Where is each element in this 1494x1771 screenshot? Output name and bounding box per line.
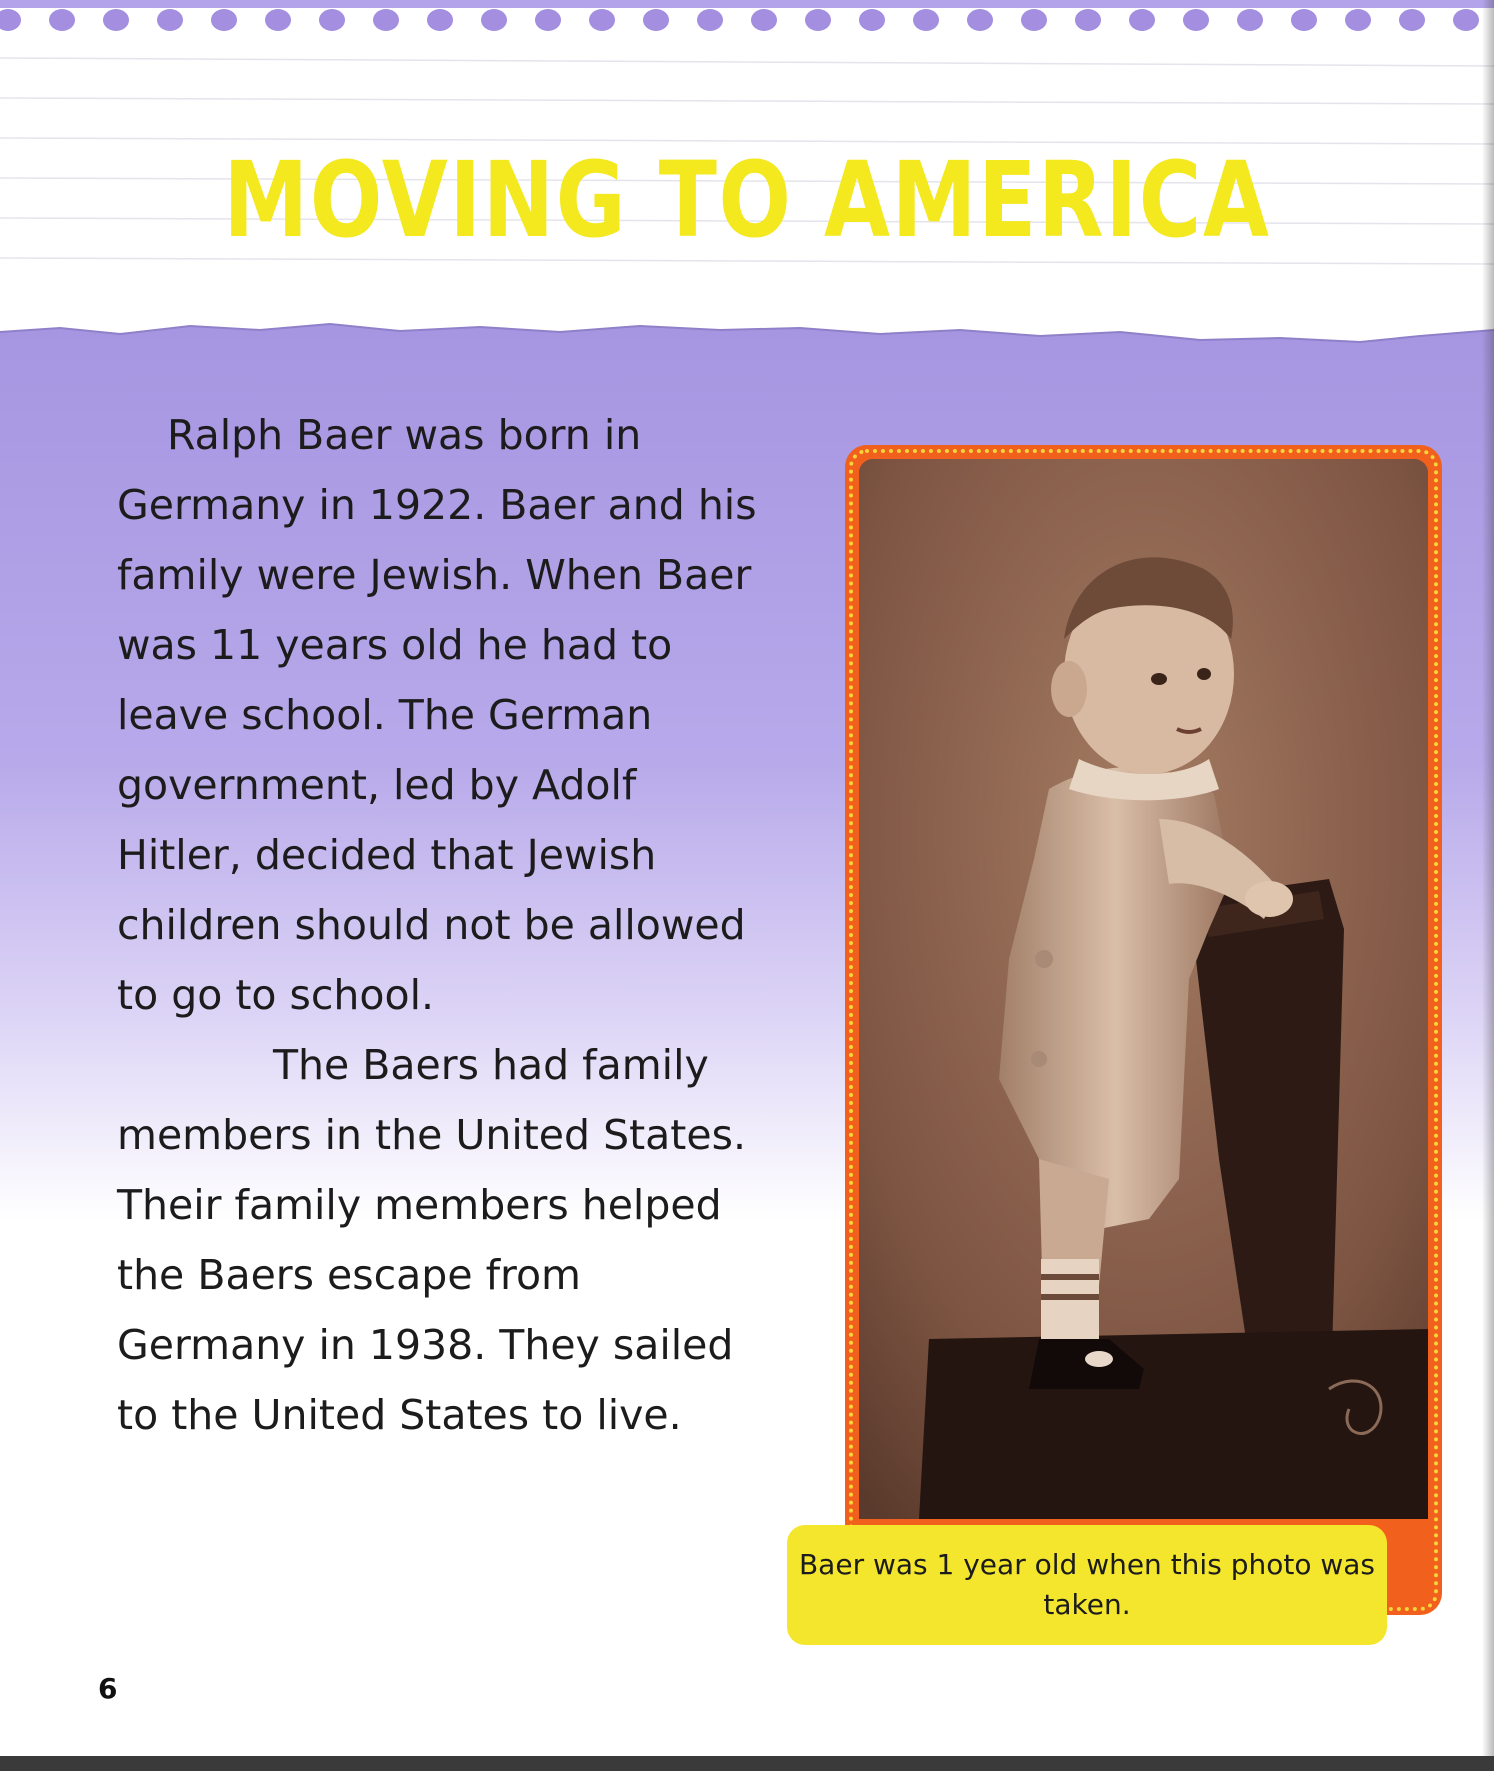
border-dot <box>157 9 183 31</box>
border-dot <box>697 9 723 31</box>
border-dot <box>1021 9 1047 31</box>
border-dot <box>1237 9 1263 31</box>
border-dot <box>103 9 129 31</box>
border-dot <box>1291 9 1317 31</box>
border-dot <box>481 9 507 31</box>
border-dot <box>373 9 399 31</box>
page-number: 6 <box>98 1672 118 1705</box>
border-dot <box>913 9 939 31</box>
border-dot <box>1183 9 1209 31</box>
border-dot <box>1075 9 1101 31</box>
toddler-photo <box>859 459 1428 1519</box>
paragraph-1: Ralph Baer was born in Germany in 1922. Baer and his family were Jewish. When Baer was 11 years old he had to leave school. The German government, led by Adolf Hitler, decided that Jewish children should not be allowed to go to school. <box>117 411 757 1019</box>
photo-frame <box>845 445 1442 1615</box>
bottom-edge <box>0 1756 1494 1771</box>
border-dot <box>1129 9 1155 31</box>
top-dotted-border <box>0 0 1494 40</box>
border-dot <box>805 9 831 31</box>
border-dot <box>967 9 993 31</box>
border-dot <box>319 9 345 31</box>
page-title: MOVING TO AMERICA <box>223 139 1271 261</box>
paragraph-2: The Baers had family members in the United States. Their family members helped the Baers escape from Germany in 1938. They sailed to the United States to live. <box>117 1041 746 1439</box>
border-dot <box>751 9 777 31</box>
border-dot <box>49 9 75 31</box>
border-dot <box>265 9 291 31</box>
border-dot <box>1345 9 1371 31</box>
border-dot <box>643 9 669 31</box>
page-edge-shadow <box>1482 0 1494 1771</box>
body-text <box>117 400 757 1450</box>
border-dot <box>427 9 453 31</box>
border-dot <box>211 9 237 31</box>
border-dot <box>859 9 885 31</box>
border-dot <box>535 9 561 31</box>
border-dot <box>589 9 615 31</box>
border-dot <box>1453 9 1479 31</box>
border-dot <box>1399 9 1425 31</box>
photo-caption: Baer was 1 year old when this photo was taken. <box>787 1525 1387 1645</box>
